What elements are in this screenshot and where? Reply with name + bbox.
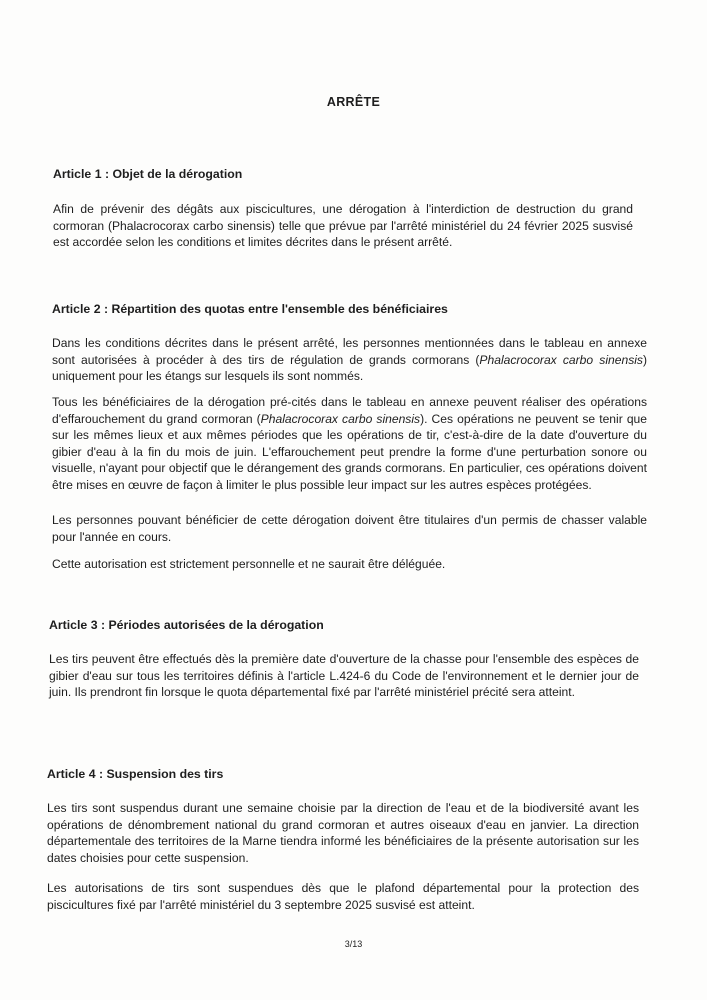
- text-run: ) uniquement pour les étangs sur lesquels ils sont nommés.: [52, 352, 648, 384]
- article-2-paragraph-1: [52, 335, 647, 385]
- text-run: Tous les bénéficiaires de la dérogation pré-cités dans le tableau en annexe peuvent réaliser des opérations d'effarouchement du grand cormoran (: [52, 395, 647, 426]
- text-run: ). Ces opérations ne peuvent se tenir que sur les mêmes lieux et aux mêmes périodes que les opérations de tir, c'est-à-dire de la date d'ouverture du gibier d'eau à la fin du mois de juin. L'effarouchement peut prendre la forme d'une perturbation sonore ou visuelle, n'ayant pour objectif que le dérangement des grands cormorans. En particulier, ces opérations doivent être mises en œuvre de façon à limiter le plus possible leur impact sur les autres espèces protégées.: [52, 411, 647, 492]
- article-2-paragraph-3: Les personnes pouvant bénéficier de cette dérogation doivent être titulaires d'un permis de chasser valable pour l'année en cours.: [52, 513, 647, 544]
- article-2-paragraph-4: Cette autorisation est strictement personnelle et ne saurait être déléguée.: [52, 557, 446, 571]
- article-2-paragraph-2: [52, 394, 647, 494]
- page-title: ARRÊTE: [326, 95, 381, 109]
- article-4-heading: Article 4 : Suspension des tirs: [47, 767, 224, 781]
- article-4-paragraph-2: Les autorisations de tirs sont suspendues dès que le plafond départemental pour la protection des piscicultures fixé par l'arrêté ministériel du 3 septembre 2025 susvisé est atteint.: [47, 881, 639, 912]
- page-number: 3/13: [344, 939, 363, 949]
- article-3-heading: Article 3 : Périodes autorisées de la dérogation: [49, 618, 324, 632]
- species-name: Phalacrocorax carbo sinensis: [479, 352, 643, 367]
- article-1-paragraph: Afin de prévenir des dégâts aux piscicultures, une dérogation à l'interdiction de destruction du grand cormoran (Phalacrocorax carbo sinensis) telle que prévue par l'arrêté ministériel du 24 février 2025 susvisé est accordée selon les conditions et limites décrites dans le présent arrêté.: [53, 202, 633, 250]
- text-run: Dans les conditions décrites dans le présent arrêté, les personnes mentionnées dans le tableau en annexe sont autorisées à procéder à des tirs de régulation de grands cormorans (: [52, 336, 647, 367]
- article-3-paragraph: Les tirs peuvent être effectués dès la première date d'ouverture de la chasse pour l'ensemble des espèces de gibier d'eau sur tous les territoires définis à l'article L.424-6 du Code de l'environnement et le dernier jour de juin. Ils prendront fin lorsque le quota départemental fixé par l'arrêté ministériel précité sera atteint.: [49, 652, 639, 700]
- article-1-heading: Article 1 : Objet de la dérogation: [53, 167, 243, 181]
- article-4-paragraph-1: Les tirs sont suspendus durant une semaine choisie par la direction de l'eau et de la biodiversité avant les opérations de dénombrement national du grand cormoran et autres oiseaux d'eau en janvier. La direction départementale des territoires de la Marne tiendra informé les bénéficiaires de la présente autorisation sur les dates choisies pour cette suspension.: [47, 801, 639, 865]
- article-2-heading: Article 2 : Répartition des quotas entre l'ensemble des bénéficiaires: [52, 302, 448, 316]
- species-name: Phalacrocorax carbo sinensis: [260, 411, 421, 426]
